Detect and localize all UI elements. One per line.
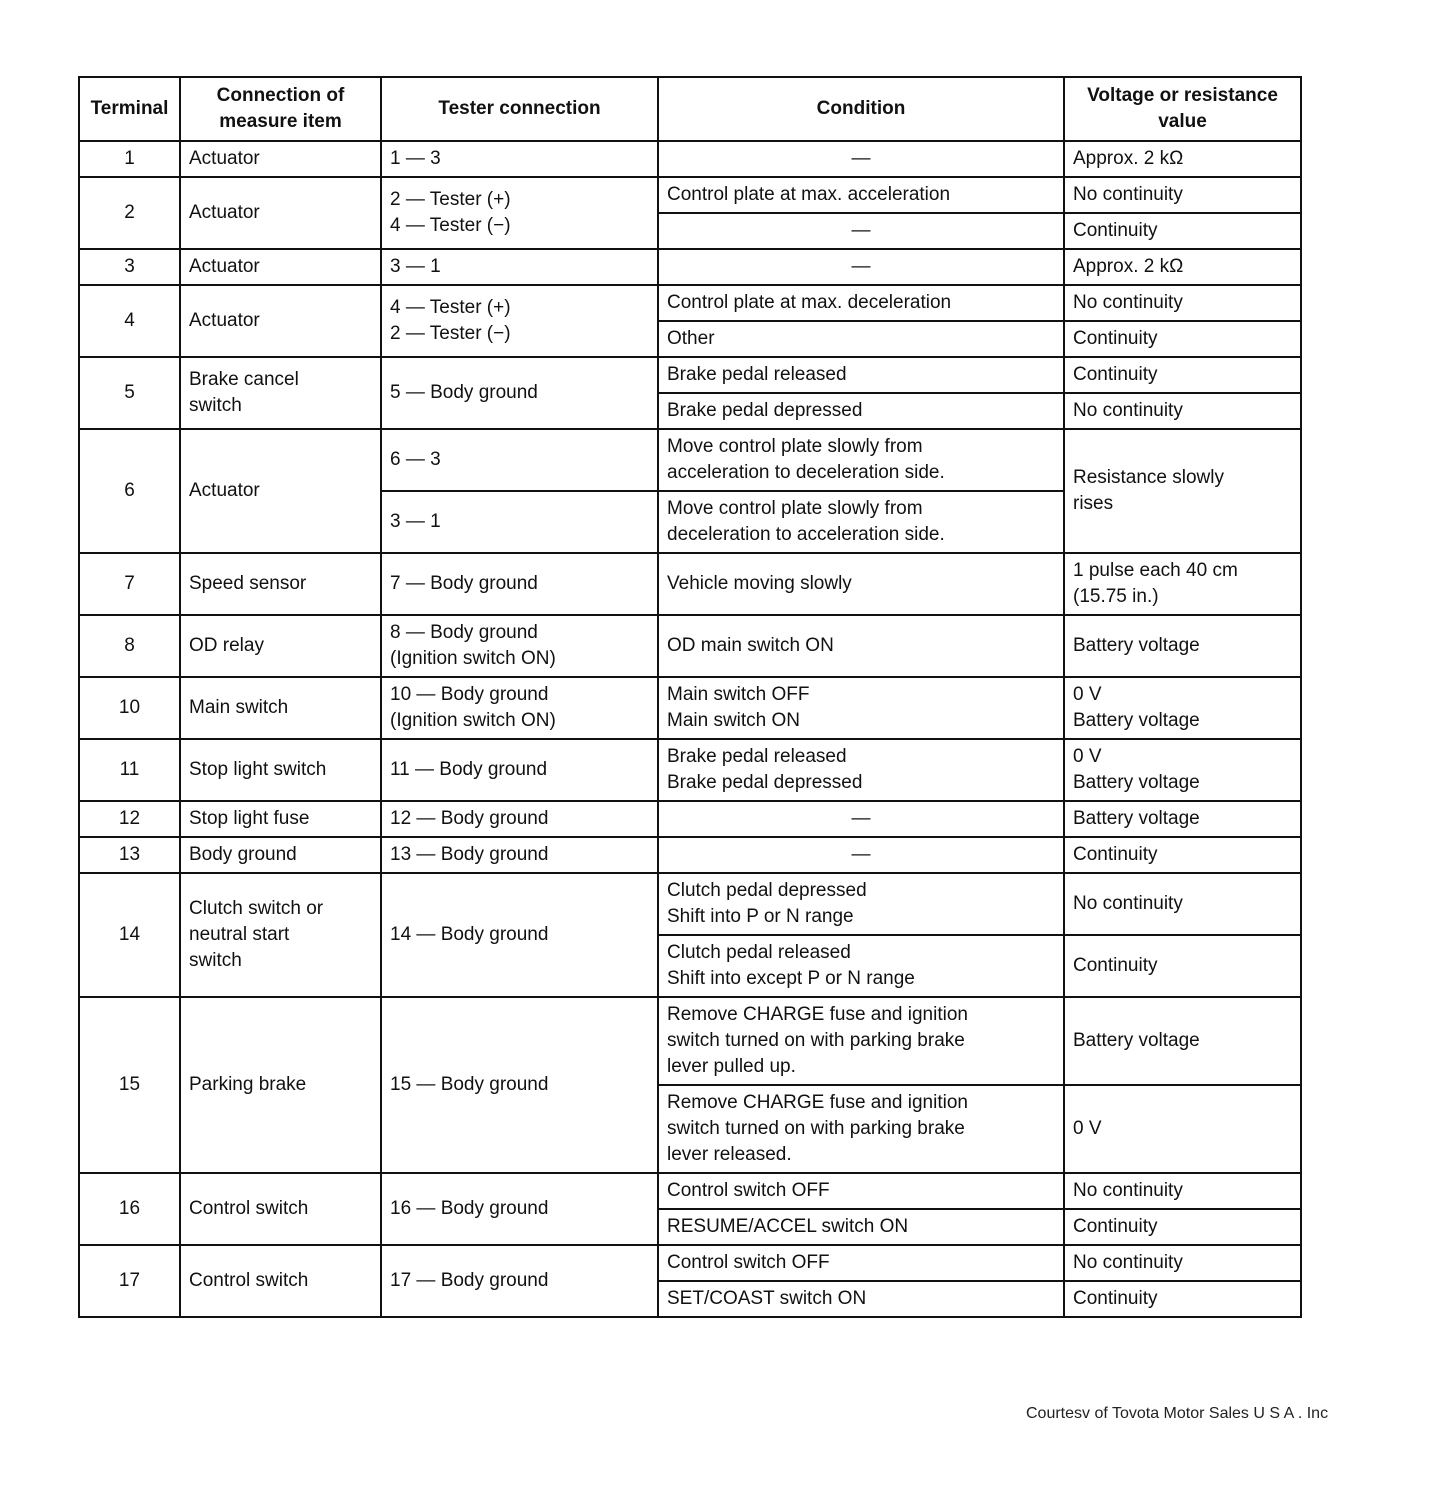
value-cell: Continuity bbox=[1064, 1209, 1301, 1245]
condition-cell: — bbox=[658, 249, 1064, 285]
terminal-cell: 15 bbox=[79, 997, 180, 1173]
measure-item-line: Brake cancel bbox=[189, 369, 299, 390]
condition-cell: Brake pedal depressed bbox=[658, 393, 1064, 429]
tester-connection-cell: 15 — Body ground bbox=[381, 997, 658, 1173]
terminal-cell: 8 bbox=[79, 615, 180, 677]
tester-connection-cell bbox=[381, 615, 658, 677]
tester-connection-cell bbox=[381, 177, 658, 249]
measure-item-cell: Actuator bbox=[180, 249, 381, 285]
value-cell: Continuity bbox=[1064, 213, 1301, 249]
tester-connection-cell: 7 — Body ground bbox=[381, 553, 658, 615]
value-cell: Continuity bbox=[1064, 1281, 1301, 1317]
condition-cell bbox=[658, 677, 1064, 739]
tester-connection-cell bbox=[381, 677, 658, 739]
terminal-cell: 1 bbox=[79, 141, 180, 177]
table-row bbox=[79, 1245, 1301, 1281]
condition-cell: — bbox=[658, 213, 1064, 249]
value-line: Resistance slowly bbox=[1073, 467, 1224, 488]
condition-line: lever released. bbox=[667, 1144, 792, 1165]
condition-cell: Other bbox=[658, 321, 1064, 357]
measure-item-cell: Parking brake bbox=[180, 997, 381, 1173]
value-cell bbox=[1064, 429, 1301, 553]
terminal-cell: 6 bbox=[79, 429, 180, 553]
tester-connection-cell: 14 — Body ground bbox=[381, 873, 658, 997]
condition-cell bbox=[658, 429, 1064, 491]
condition-line: Main switch ON bbox=[667, 710, 801, 731]
condition-line: Move control plate slowly from bbox=[667, 498, 923, 519]
terminal-cell: 13 bbox=[79, 837, 180, 873]
condition-line: Brake pedal depressed bbox=[667, 772, 863, 793]
terminal-inspection-table-container bbox=[78, 76, 1300, 1318]
condition-line: Clutch pedal depressed bbox=[667, 880, 867, 901]
value-cell: No continuity bbox=[1064, 873, 1301, 935]
measure-item-cell: Stop light switch bbox=[180, 739, 381, 801]
value-cell: Battery voltage bbox=[1064, 615, 1301, 677]
header-value-line1: Voltage or bbox=[1087, 85, 1179, 106]
measure-item-cell: Actuator bbox=[180, 141, 381, 177]
condition-line: Remove CHARGE fuse and ignition bbox=[667, 1092, 968, 1113]
measure-item-cell: Actuator bbox=[180, 429, 381, 553]
tester-line: 8 — Body ground bbox=[390, 622, 538, 643]
measure-item-cell bbox=[180, 873, 381, 997]
condition-line: Shift into P or N range bbox=[667, 906, 854, 927]
condition-cell: OD main switch ON bbox=[658, 615, 1064, 677]
value-line: Battery voltage bbox=[1073, 772, 1200, 793]
table-row bbox=[79, 997, 1301, 1085]
courtesy-credit: Courtesv of Tovota Motor Sales U S A . Inc bbox=[1026, 1405, 1329, 1422]
value-line: 0 V bbox=[1073, 746, 1102, 767]
condition-cell: Control switch OFF bbox=[658, 1245, 1064, 1281]
condition-cell bbox=[658, 935, 1064, 997]
condition-line: Brake pedal released bbox=[667, 746, 847, 767]
tester-connection-cell bbox=[381, 285, 658, 357]
value-line: rises bbox=[1073, 493, 1114, 514]
tester-connection-cell: 12 — Body ground bbox=[381, 801, 658, 837]
value-cell: No continuity bbox=[1064, 285, 1301, 321]
value-cell: No continuity bbox=[1064, 177, 1301, 213]
tester-line: (Ignition switch ON) bbox=[390, 648, 556, 669]
tester-line: 2 — Tester (−) bbox=[390, 323, 511, 344]
condition-cell: Brake pedal released bbox=[658, 357, 1064, 393]
header-condition: Condition bbox=[658, 77, 1064, 141]
value-cell bbox=[1064, 739, 1301, 801]
measure-item-cell: Actuator bbox=[180, 285, 381, 357]
value-cell: No continuity bbox=[1064, 393, 1301, 429]
terminal-cell: 4 bbox=[79, 285, 180, 357]
tester-connection-cell: 6 — 3 bbox=[381, 429, 658, 491]
condition-cell bbox=[658, 739, 1064, 801]
value-cell: Continuity bbox=[1064, 935, 1301, 997]
value-cell: No continuity bbox=[1064, 1173, 1301, 1209]
value-line: 1 pulse each 40 cm bbox=[1073, 560, 1238, 581]
measure-item-cell: Body ground bbox=[180, 837, 381, 873]
header-value bbox=[1064, 77, 1301, 141]
tester-connection-cell: 13 — Body ground bbox=[381, 837, 658, 873]
value-line: (15.75 in.) bbox=[1073, 586, 1159, 607]
value-cell: Battery voltage bbox=[1064, 997, 1301, 1085]
table-row bbox=[79, 429, 1301, 491]
table-row bbox=[79, 1173, 1301, 1209]
condition-cell: — bbox=[658, 801, 1064, 837]
value-cell: Continuity bbox=[1064, 321, 1301, 357]
condition-cell: Vehicle moving slowly bbox=[658, 553, 1064, 615]
table-row bbox=[79, 141, 1301, 177]
tester-connection-cell: 5 — Body ground bbox=[381, 357, 658, 429]
table-row bbox=[79, 677, 1301, 739]
terminal-cell: 14 bbox=[79, 873, 180, 997]
condition-cell bbox=[658, 491, 1064, 553]
header-connection-line2: measure item bbox=[219, 111, 342, 132]
table-row bbox=[79, 357, 1301, 393]
value-cell: Continuity bbox=[1064, 357, 1301, 393]
header-value-line2: resistance value bbox=[1158, 85, 1278, 132]
header-tester: Tester connection bbox=[381, 77, 658, 141]
table-row bbox=[79, 615, 1301, 677]
tester-line: 2 — Tester (+) bbox=[390, 189, 511, 210]
measure-item-line: neutral start bbox=[189, 924, 290, 945]
tester-connection-cell: 3 — 1 bbox=[381, 491, 658, 553]
condition-line: Remove CHARGE fuse and ignition bbox=[667, 1004, 968, 1025]
terminal-cell: 17 bbox=[79, 1245, 180, 1317]
value-cell: No continuity bbox=[1064, 1245, 1301, 1281]
table-row bbox=[79, 177, 1301, 213]
tester-line: 4 — Tester (−) bbox=[390, 215, 511, 236]
tester-connection-cell: 16 — Body ground bbox=[381, 1173, 658, 1245]
value-line: 0 V bbox=[1073, 684, 1102, 705]
value-cell: Approx. 2 kΩ bbox=[1064, 141, 1301, 177]
condition-cell: Control plate at max. deceleration bbox=[658, 285, 1064, 321]
header-terminal: Terminal bbox=[79, 77, 180, 141]
condition-line: switch turned on with parking brake bbox=[667, 1118, 965, 1139]
value-line: Battery voltage bbox=[1073, 710, 1200, 731]
condition-cell: RESUME/ACCEL switch ON bbox=[658, 1209, 1064, 1245]
measure-item-line: switch bbox=[189, 395, 242, 416]
measure-item-cell: Control switch bbox=[180, 1173, 381, 1245]
measure-item-cell bbox=[180, 357, 381, 429]
measure-item-cell: Speed sensor bbox=[180, 553, 381, 615]
measure-item-cell: Actuator bbox=[180, 177, 381, 249]
condition-cell: — bbox=[658, 837, 1064, 873]
header-connection bbox=[180, 77, 381, 141]
tester-connection-cell: 1 — 3 bbox=[381, 141, 658, 177]
terminal-cell: 2 bbox=[79, 177, 180, 249]
condition-line: switch turned on with parking brake bbox=[667, 1030, 965, 1051]
measure-item-cell: Stop light fuse bbox=[180, 801, 381, 837]
value-cell: Battery voltage bbox=[1064, 801, 1301, 837]
condition-line: Main switch OFF bbox=[667, 684, 810, 705]
terminal-cell: 7 bbox=[79, 553, 180, 615]
condition-cell bbox=[658, 1085, 1064, 1173]
table-row bbox=[79, 837, 1301, 873]
condition-cell bbox=[658, 997, 1064, 1085]
tester-connection-cell: 17 — Body ground bbox=[381, 1245, 658, 1317]
value-cell bbox=[1064, 677, 1301, 739]
tester-line: 10 — Body ground bbox=[390, 684, 549, 705]
condition-cell bbox=[658, 873, 1064, 935]
measure-item-cell: Main switch bbox=[180, 677, 381, 739]
terminal-cell: 10 bbox=[79, 677, 180, 739]
header-connection-line1: Connection of bbox=[216, 85, 345, 106]
value-cell bbox=[1064, 553, 1301, 615]
condition-line: Clutch pedal released bbox=[667, 942, 851, 963]
measure-item-cell: Control switch bbox=[180, 1245, 381, 1317]
table-row bbox=[79, 285, 1301, 321]
value-cell: 0 V bbox=[1064, 1085, 1301, 1173]
value-cell: Approx. 2 kΩ bbox=[1064, 249, 1301, 285]
condition-line: Move control plate slowly from bbox=[667, 436, 923, 457]
condition-line: deceleration to acceleration side. bbox=[667, 524, 945, 545]
condition-cell: Control plate at max. acceleration bbox=[658, 177, 1064, 213]
table-row bbox=[79, 739, 1301, 801]
condition-line: Shift into except P or N range bbox=[667, 968, 915, 989]
measure-item-line: Clutch switch or bbox=[189, 898, 324, 919]
condition-cell: SET/COAST switch ON bbox=[658, 1281, 1064, 1317]
measure-item-cell: OD relay bbox=[180, 615, 381, 677]
tester-line: 4 — Tester (+) bbox=[390, 297, 511, 318]
tester-connection-cell: 3 — 1 bbox=[381, 249, 658, 285]
tester-line: (Ignition switch ON) bbox=[390, 710, 556, 731]
condition-line: acceleration to deceleration side. bbox=[667, 462, 945, 483]
condition-cell: — bbox=[658, 141, 1064, 177]
condition-cell: Control switch OFF bbox=[658, 1173, 1064, 1209]
terminal-cell: 11 bbox=[79, 739, 180, 801]
table-header-row bbox=[79, 77, 1301, 141]
terminal-cell: 5 bbox=[79, 357, 180, 429]
measure-item-line: switch bbox=[189, 950, 242, 971]
terminal-cell: 3 bbox=[79, 249, 180, 285]
terminal-cell: 12 bbox=[79, 801, 180, 837]
value-cell: Continuity bbox=[1064, 837, 1301, 873]
tester-connection-cell: 11 — Body ground bbox=[381, 739, 658, 801]
condition-line: lever pulled up. bbox=[667, 1056, 796, 1077]
terminal-cell: 16 bbox=[79, 1173, 180, 1245]
table-row bbox=[79, 801, 1301, 837]
table-row bbox=[79, 553, 1301, 615]
table-row bbox=[79, 873, 1301, 935]
table-row bbox=[79, 249, 1301, 285]
terminal-inspection-table bbox=[78, 76, 1302, 1318]
